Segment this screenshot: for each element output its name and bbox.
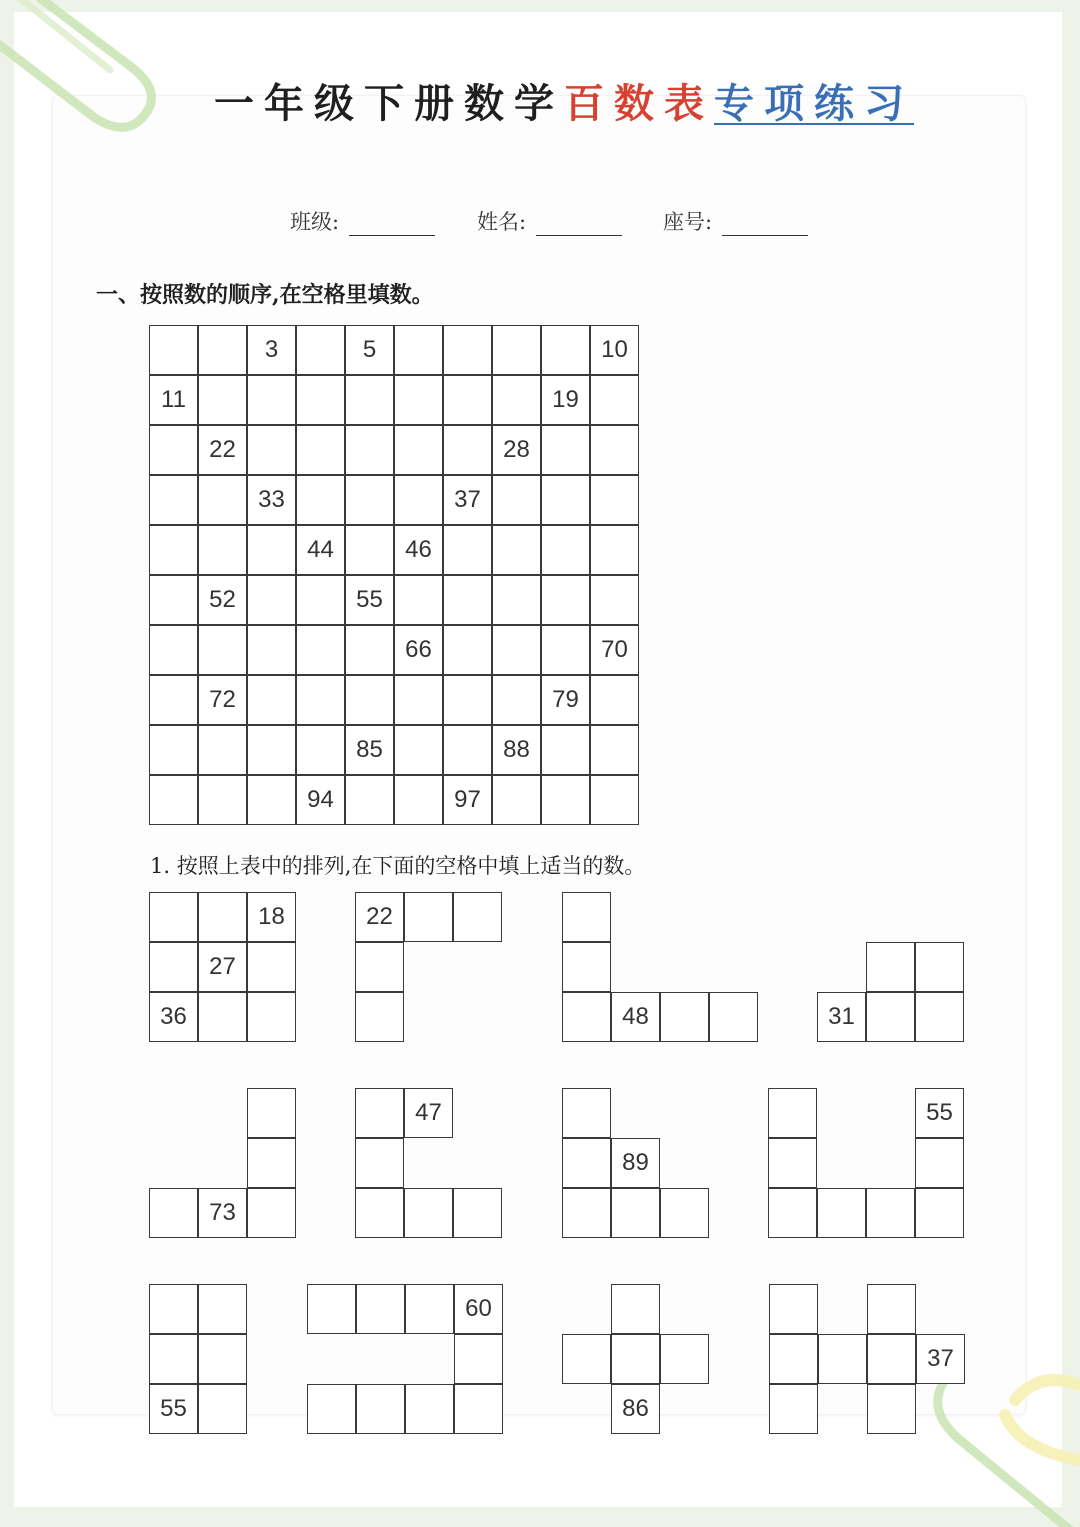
puzzle-cell-number: 27 (198, 942, 247, 992)
grid-cell-blank[interactable] (541, 325, 590, 375)
puzzle-cell-blank[interactable] (769, 1284, 818, 1334)
grid-cell-number: 3 (247, 325, 296, 375)
puzzle-cell-blank[interactable] (149, 1188, 198, 1238)
puzzle-cell-blank[interactable] (198, 1384, 247, 1434)
puzzle-cell-blank[interactable] (611, 1284, 660, 1334)
puzzle-cell-blank[interactable] (562, 1138, 611, 1188)
grid-cell-blank[interactable] (198, 625, 247, 675)
title-part-3: 专项练习 (714, 80, 914, 127)
grid-cell-blank[interactable] (443, 575, 492, 625)
grid-cell-blank[interactable] (149, 325, 198, 375)
grid-cell-blank[interactable] (345, 675, 394, 725)
puzzle-cell-number: 55 (149, 1384, 198, 1434)
puzzle-cell-blank[interactable] (866, 992, 915, 1042)
puzzle-cell-blank[interactable] (355, 1188, 404, 1238)
grid-cell-blank[interactable] (247, 575, 296, 625)
puzzle-cell-blank[interactable] (404, 892, 453, 942)
grid-cell-blank[interactable] (296, 725, 345, 775)
puzzle-cell-blank[interactable] (149, 1334, 198, 1384)
puzzle-cell-blank[interactable] (198, 1284, 247, 1334)
grid-cell-blank[interactable] (394, 375, 443, 425)
seat-label: 座号: (663, 210, 713, 234)
puzzle-cell-blank[interactable] (307, 1284, 356, 1334)
puzzle-cell-blank[interactable] (768, 1188, 817, 1238)
grid-cell-blank[interactable] (247, 525, 296, 575)
puzzle-cell-number: 37 (916, 1334, 965, 1384)
puzzle-cell-blank[interactable] (769, 1334, 818, 1384)
grid-cell-number: 22 (198, 425, 247, 475)
puzzle-cell-number: 18 (247, 892, 296, 942)
puzzle-cell-blank[interactable] (405, 1284, 454, 1334)
grid-cell-blank[interactable] (590, 725, 639, 775)
grid-cell-blank[interactable] (296, 475, 345, 525)
grid-cell-blank[interactable] (247, 375, 296, 425)
puzzle-cell-blank[interactable] (149, 1284, 198, 1334)
seat-field (663, 206, 808, 236)
grid-cell-blank[interactable] (149, 625, 198, 675)
puzzle-cell-blank[interactable] (355, 1088, 404, 1138)
grid-cell-blank[interactable] (492, 625, 541, 675)
grid-cell-blank[interactable] (443, 675, 492, 725)
grid-cell-blank[interactable] (492, 575, 541, 625)
grid-cell-blank[interactable] (247, 725, 296, 775)
puzzle-cell-blank[interactable] (768, 1088, 817, 1138)
grid-cell-number: 88 (492, 725, 541, 775)
puzzle-cell-blank[interactable] (915, 992, 964, 1042)
grid-cell-blank[interactable] (345, 775, 394, 825)
puzzle-cell-blank[interactable] (149, 942, 198, 992)
grid-cell-blank[interactable] (247, 425, 296, 475)
grid-cell-blank[interactable] (492, 475, 541, 525)
grid-cell-blank[interactable] (541, 625, 590, 675)
puzzle-cell-blank[interactable] (198, 992, 247, 1042)
grid-cell-blank[interactable] (149, 525, 198, 575)
puzzle-cell-blank[interactable] (867, 1334, 916, 1384)
grid-cell-number: 97 (443, 775, 492, 825)
puzzle-cell-blank[interactable] (355, 992, 404, 1042)
puzzle-cell-blank[interactable] (562, 1188, 611, 1238)
title-part-2: 百数表 (564, 80, 714, 127)
puzzle-cell-blank[interactable] (355, 942, 404, 992)
puzzle-cell-blank[interactable] (454, 1384, 503, 1434)
grid-cell-number: 19 (541, 375, 590, 425)
page-title (0, 72, 1080, 129)
grid-cell-blank[interactable] (590, 525, 639, 575)
grid-cell-number: 28 (492, 425, 541, 475)
seat-blank[interactable] (722, 213, 808, 236)
grid-cell-blank[interactable] (296, 425, 345, 475)
grid-cell-blank[interactable] (345, 525, 394, 575)
puzzle-cell-blank[interactable] (356, 1284, 405, 1334)
grid-cell-blank[interactable] (590, 675, 639, 725)
grid-cell-blank[interactable] (149, 475, 198, 525)
grid-cell-blank[interactable] (149, 775, 198, 825)
puzzle-cell-blank[interactable] (915, 942, 964, 992)
grid-cell-blank[interactable] (492, 375, 541, 425)
puzzle-cell-blank[interactable] (307, 1384, 356, 1434)
puzzle-cell-number: 55 (915, 1088, 964, 1138)
puzzle-cell-blank[interactable] (660, 992, 709, 1042)
puzzle-cell-blank[interactable] (356, 1384, 405, 1434)
grid-cell-blank[interactable] (590, 375, 639, 425)
grid-cell-blank[interactable] (296, 375, 345, 425)
puzzle-cell-blank[interactable] (247, 942, 296, 992)
grid-cell-blank[interactable] (296, 625, 345, 675)
name-field (477, 206, 622, 236)
puzzle-cell-blank[interactable] (709, 992, 758, 1042)
puzzle-cell-blank[interactable] (562, 892, 611, 942)
puzzle-cell-blank[interactable] (915, 1138, 964, 1188)
question-one-title: 1. 按照上表中的排列,在下面的空格中填上适当的数。 (150, 854, 646, 878)
puzzle-cell-blank[interactable] (866, 942, 915, 992)
puzzle-cell-blank[interactable] (562, 1334, 611, 1384)
grid-cell-number: 10 (590, 325, 639, 375)
grid-cell-number: 46 (394, 525, 443, 575)
grid-cell-blank[interactable] (345, 625, 394, 675)
puzzle-cell-blank[interactable] (454, 1334, 503, 1384)
grid-cell-blank[interactable] (394, 725, 443, 775)
grid-cell-blank[interactable] (345, 375, 394, 425)
grid-cell-number: 55 (345, 575, 394, 625)
puzzle-cell-blank[interactable] (562, 942, 611, 992)
grid-cell-blank[interactable] (492, 775, 541, 825)
puzzle-cell-blank[interactable] (866, 1188, 915, 1238)
grid-cell-blank[interactable] (541, 525, 590, 575)
grid-cell-number: 85 (345, 725, 394, 775)
puzzle-cell-blank[interactable] (768, 1138, 817, 1188)
grid-cell-blank[interactable] (296, 575, 345, 625)
grid-cell-blank[interactable] (198, 525, 247, 575)
grid-cell-blank[interactable] (198, 725, 247, 775)
grid-cell-blank[interactable] (541, 775, 590, 825)
grid-cell-blank[interactable] (443, 425, 492, 475)
name-blank[interactable] (536, 213, 622, 236)
puzzle-cell-blank[interactable] (915, 1188, 964, 1238)
puzzle-cell-blank[interactable] (817, 1188, 866, 1238)
grid-cell-blank[interactable] (247, 625, 296, 675)
grid-cell-blank[interactable] (149, 425, 198, 475)
puzzle-cell-number: 60 (454, 1284, 503, 1334)
grid-cell-number: 79 (541, 675, 590, 725)
grid-cell-blank[interactable] (149, 675, 198, 725)
puzzle-cell-blank[interactable] (247, 1138, 296, 1188)
grid-cell-blank[interactable] (345, 425, 394, 475)
grid-cell-blank[interactable] (247, 675, 296, 725)
grid-cell-blank[interactable] (541, 575, 590, 625)
puzzle-cell-number: 31 (817, 992, 866, 1042)
puzzle-cell-blank[interactable] (769, 1384, 818, 1434)
grid-cell-number: 66 (394, 625, 443, 675)
grid-cell-blank[interactable] (394, 775, 443, 825)
title-part-1: 一年级下册数学 (214, 80, 564, 127)
grid-cell-number: 11 (149, 375, 198, 425)
puzzle-cell-blank[interactable] (562, 1088, 611, 1138)
grid-cell-blank[interactable] (296, 675, 345, 725)
grid-cell-number: 37 (443, 475, 492, 525)
grid-cell-blank[interactable] (443, 525, 492, 575)
puzzle-cell-number: 36 (149, 992, 198, 1042)
grid-cell-number: 94 (296, 775, 345, 825)
grid-cell-number: 44 (296, 525, 345, 575)
puzzle-cell-blank[interactable] (562, 992, 611, 1042)
grid-cell-blank[interactable] (345, 475, 394, 525)
grid-cell-number: 33 (247, 475, 296, 525)
grid-cell-blank[interactable] (590, 475, 639, 525)
puzzle-cell-blank[interactable] (149, 892, 198, 942)
puzzle-cell-blank[interactable] (247, 992, 296, 1042)
grid-cell-blank[interactable] (443, 625, 492, 675)
grid-cell-blank[interactable] (443, 325, 492, 375)
grid-cell-blank[interactable] (394, 325, 443, 375)
grid-cell-blank[interactable] (492, 325, 541, 375)
grid-cell-number: 5 (345, 325, 394, 375)
grid-cell-blank[interactable] (541, 425, 590, 475)
class-blank[interactable] (349, 213, 435, 236)
puzzle-cell-number: 48 (611, 992, 660, 1042)
grid-cell-blank[interactable] (541, 475, 590, 525)
puzzle-cell-number: 86 (611, 1384, 660, 1434)
grid-cell-blank[interactable] (394, 475, 443, 525)
puzzle-cell-blank[interactable] (247, 1088, 296, 1138)
grid-cell-blank[interactable] (492, 525, 541, 575)
grid-cell-number: 72 (198, 675, 247, 725)
puzzle-cell-blank[interactable] (611, 1334, 660, 1384)
puzzle-cell-number: 73 (198, 1188, 247, 1238)
grid-cell-blank[interactable] (149, 575, 198, 625)
grid-cell-blank[interactable] (198, 375, 247, 425)
grid-cell-blank[interactable] (541, 725, 590, 775)
section-one-title: 一、按照数的顺序,在空格里填数。 (96, 282, 434, 308)
grid-cell-blank[interactable] (394, 425, 443, 475)
puzzle-cell-blank[interactable] (453, 892, 502, 942)
grid-cell-blank[interactable] (198, 325, 247, 375)
name-label: 姓名: (477, 210, 527, 234)
class-field (290, 206, 435, 236)
grid-cell-blank[interactable] (590, 775, 639, 825)
puzzle-cell-blank[interactable] (611, 1188, 660, 1238)
puzzle-cell-blank[interactable] (198, 892, 247, 942)
grid-cell-number: 52 (198, 575, 247, 625)
puzzle-cell-number: 47 (404, 1088, 453, 1138)
puzzle-cell-blank[interactable] (453, 1188, 502, 1238)
grid-cell-blank[interactable] (198, 475, 247, 525)
puzzle-cell-blank[interactable] (404, 1188, 453, 1238)
grid-cell-blank[interactable] (394, 675, 443, 725)
puzzle-cell-blank[interactable] (198, 1334, 247, 1384)
grid-cell-blank[interactable] (443, 375, 492, 425)
puzzle-cell-blank[interactable] (660, 1188, 709, 1238)
puzzle-cell-blank[interactable] (660, 1334, 709, 1384)
grid-cell-blank[interactable] (247, 775, 296, 825)
puzzle-cell-blank[interactable] (867, 1284, 916, 1334)
grid-cell-blank[interactable] (443, 725, 492, 775)
puzzle-cell-blank[interactable] (247, 1188, 296, 1238)
grid-cell-blank[interactable] (590, 575, 639, 625)
grid-cell-blank[interactable] (198, 775, 247, 825)
grid-cell-blank[interactable] (149, 725, 198, 775)
grid-cell-blank[interactable] (296, 325, 345, 375)
puzzle-cell-number: 22 (355, 892, 404, 942)
grid-cell-number: 70 (590, 625, 639, 675)
puzzle-cell-blank[interactable] (867, 1384, 916, 1434)
grid-cell-blank[interactable] (394, 575, 443, 625)
puzzle-cell-blank[interactable] (405, 1384, 454, 1434)
grid-cell-blank[interactable] (492, 675, 541, 725)
grid-cell-blank[interactable] (590, 425, 639, 475)
puzzle-cell-blank[interactable] (355, 1138, 404, 1188)
puzzle-cell-number: 89 (611, 1138, 660, 1188)
class-label: 班级: (290, 210, 340, 234)
puzzle-cell-blank[interactable] (818, 1334, 867, 1384)
